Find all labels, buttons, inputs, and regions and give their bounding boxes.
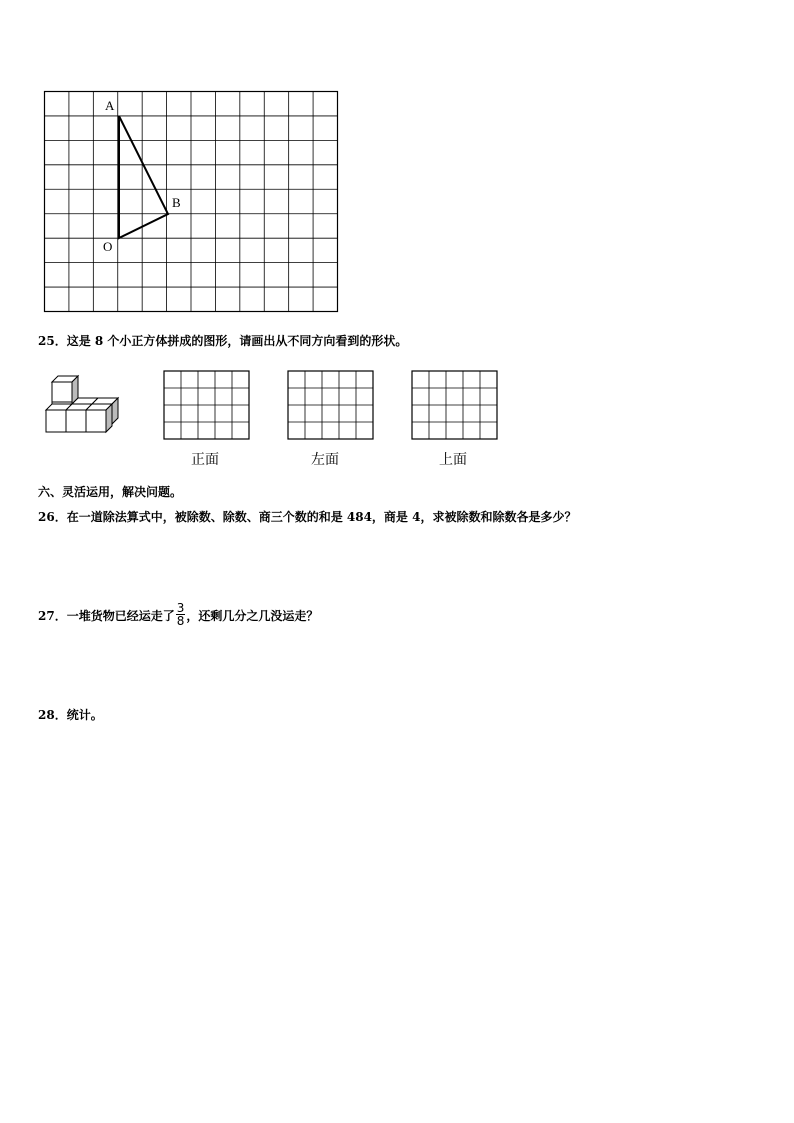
point-o-label: O bbox=[103, 239, 113, 254]
top-view-grid bbox=[411, 370, 499, 442]
question-27-text bbox=[38, 601, 319, 629]
fraction-three-eighths bbox=[176, 602, 186, 627]
question-27-after: ，还剩几分之几没运走？ bbox=[186, 609, 319, 623]
point-a-label: A bbox=[105, 98, 115, 113]
point-b-label: B bbox=[172, 195, 181, 210]
cube-stack-drawing bbox=[40, 370, 130, 440]
top-view-caption: 上面 bbox=[439, 452, 467, 468]
question-28-text: 28．统计。 bbox=[38, 708, 103, 722]
triangle-aob bbox=[119, 116, 168, 238]
grid-lines bbox=[45, 92, 338, 312]
left-view-grid bbox=[287, 370, 375, 442]
left-view-caption: 左面 bbox=[311, 452, 339, 468]
front-view-grid bbox=[163, 370, 251, 442]
fraction-numerator: 3 bbox=[176, 601, 185, 615]
section-6-title: 六、灵活运用，解决问题。 bbox=[38, 485, 183, 499]
triangle-grid-figure bbox=[40, 86, 345, 316]
fraction-denominator: 8 bbox=[176, 614, 185, 628]
question-27-before: 27．一堆货物已经运走了 bbox=[38, 609, 175, 623]
question-25-text: 25．这是 8 个小正方体拼成的图形，请画出从不同方向看到的形状。 bbox=[38, 334, 408, 348]
front-view-caption: 正面 bbox=[191, 452, 219, 468]
question-26-text: 26．在一道除法算式中，被除数、除数、商三个数的和是 484，商是 4，求被除数和除数各是多少？ bbox=[38, 510, 577, 524]
